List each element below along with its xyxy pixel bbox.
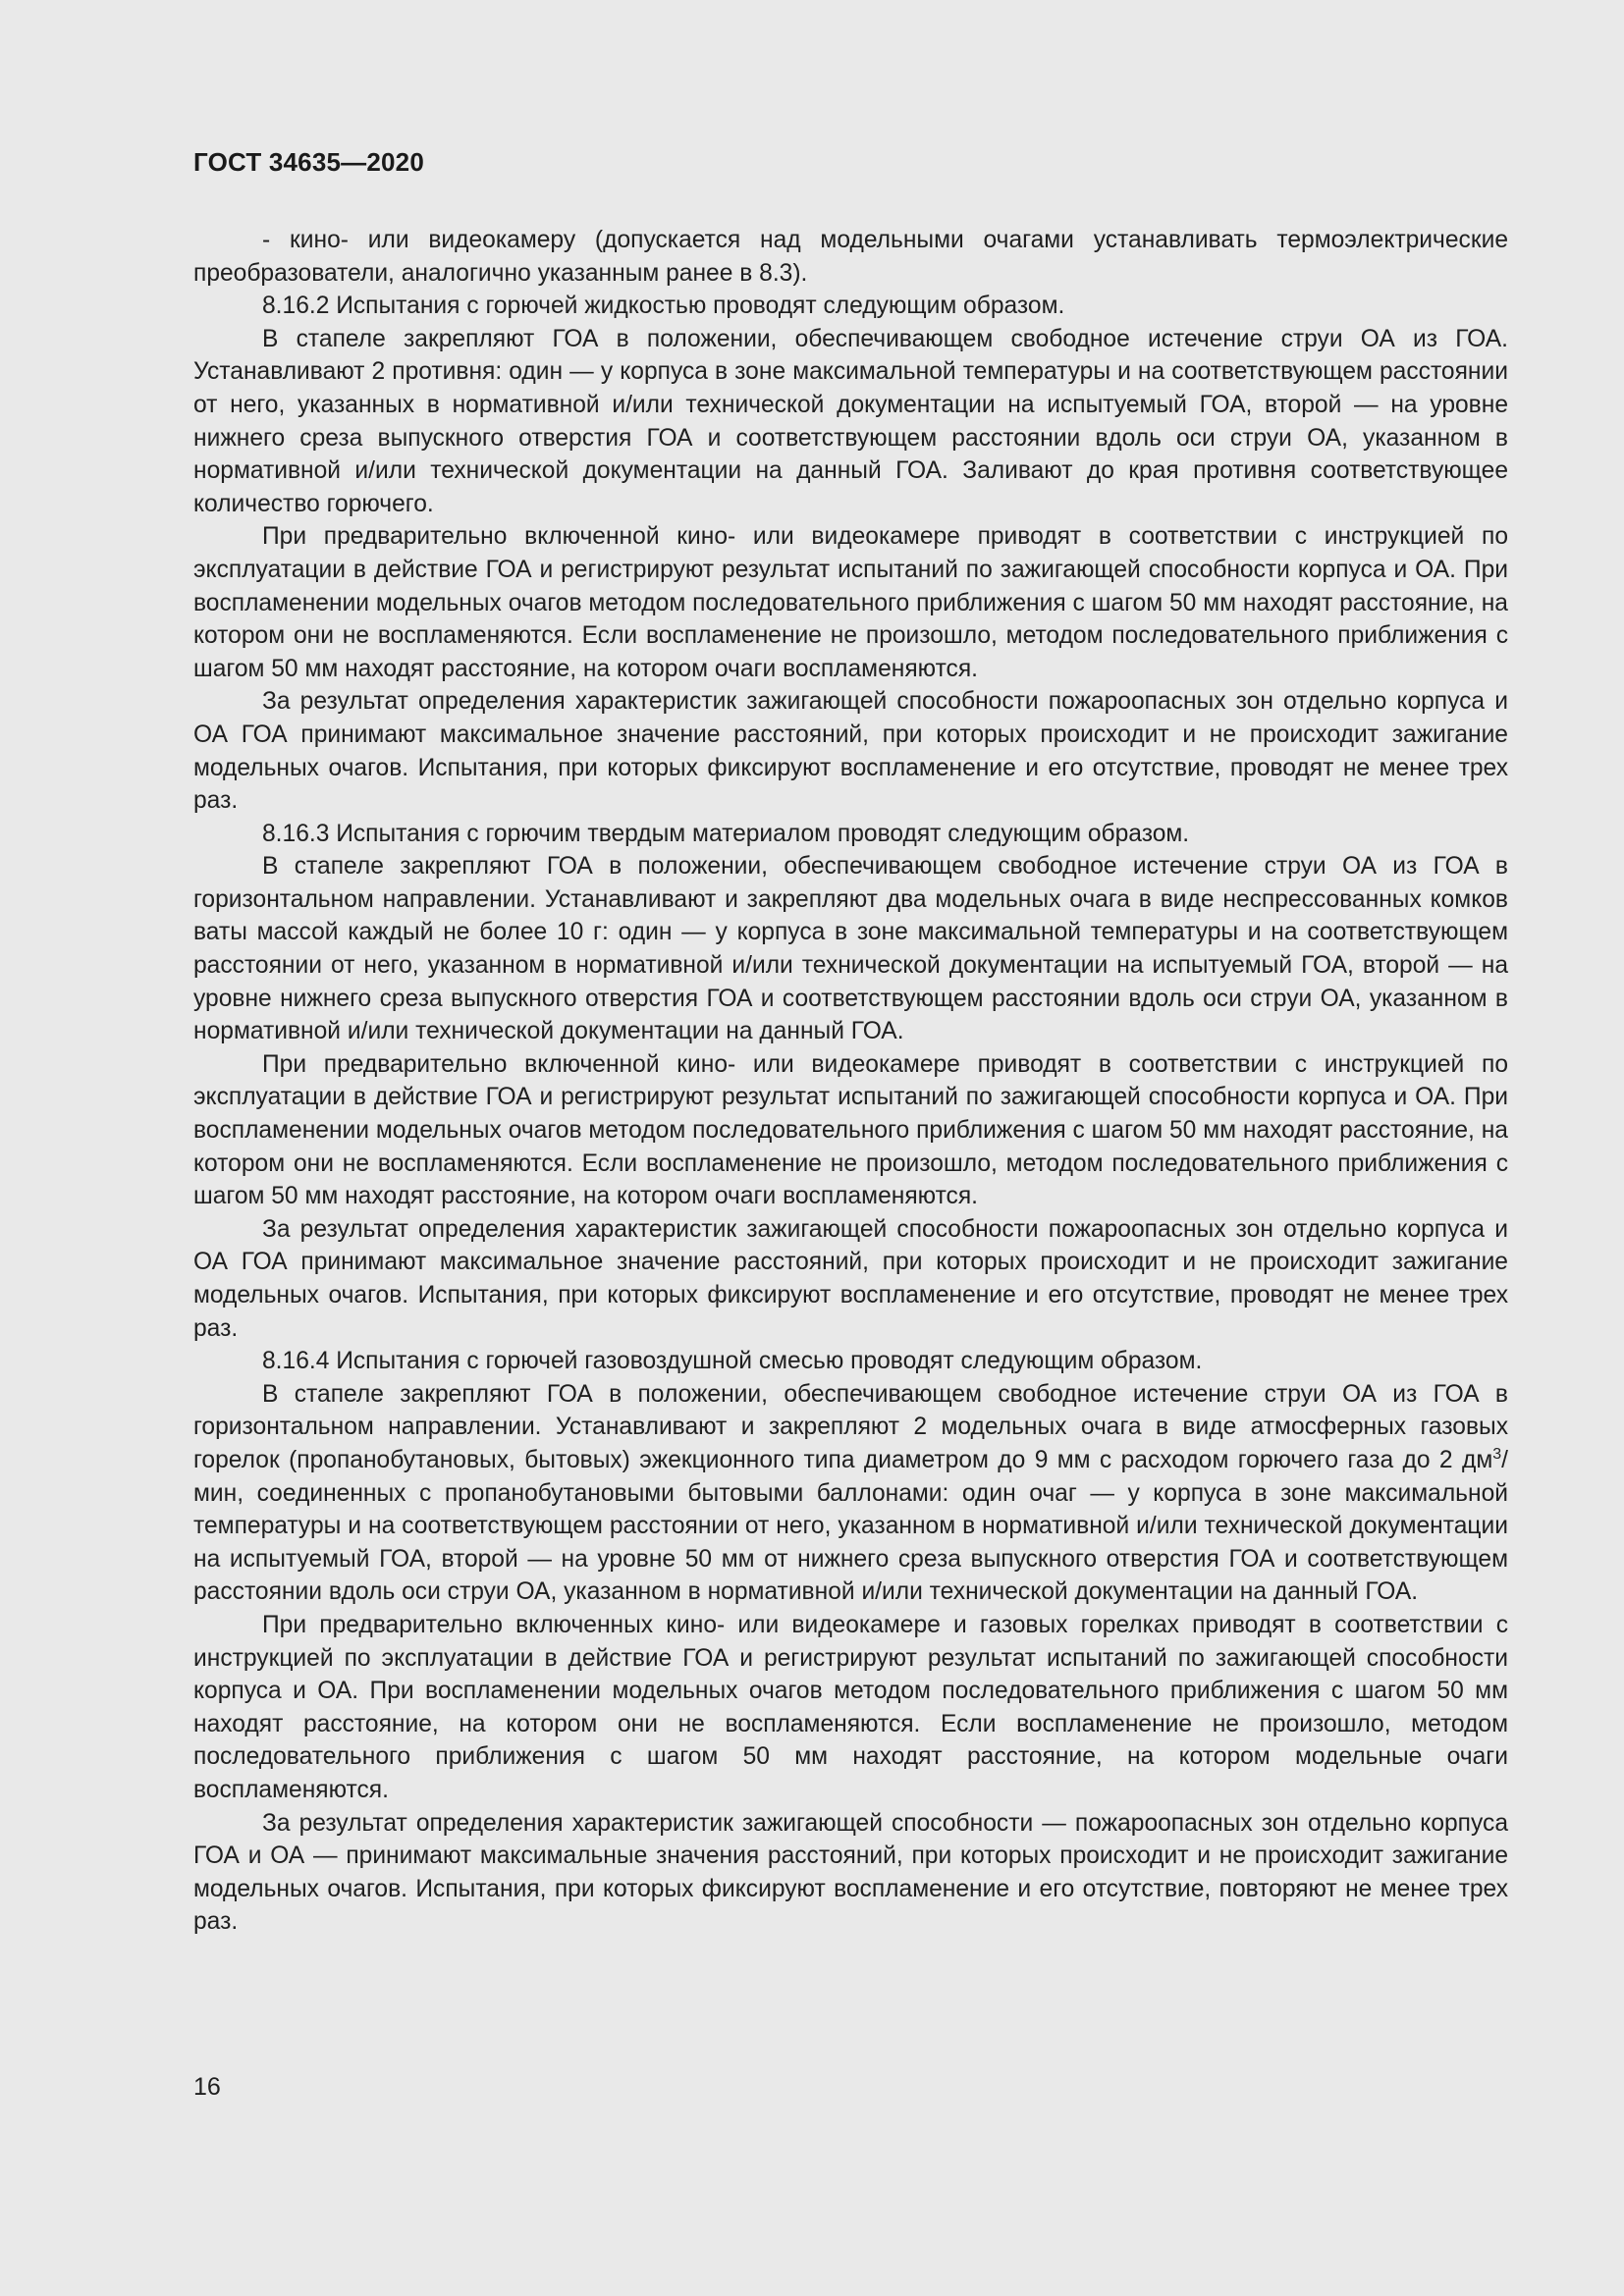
paragraph-liquid-procedure: При предварительно включенной кино- или видеокамере приводят в соответствии с инструкцией по эксплуатации в действие ГОА и регистрируют результат испытаний по зажигающей способности корпуса и ОА. При воспламенении модельных очагов методом последовательного приближения с шагом 50 мм находят расстояние, на котором они не воспламеняются. Если воспламенение не произошло, методом последовательного приближения с шагом 50 мм находят расстояние, на котором очаги воспламеняются. <box>193 523 1508 682</box>
paragraph-gas-setup-part1: В стапеле закрепляют ГОА в положении, обеспечивающем свободное истечение струи ОА из ГОА в горизонтальном направлении. Устанавливают и закрепляют 2 модельных очага в виде атмосферных газовых горелок (пропанобутановых, бытовых) эжекционного типа диаметром до 9 мм с расходом горючего газа до 2 дм <box>193 1380 1508 1473</box>
paragraph-solid-setup: В стапеле закрепляют ГОА в положении, обеспечивающем свободное истечение струи ОА из ГОА в горизонтальном направлении. Устанавливают и закрепляют два модельных очага в виде неспрессованных комков ваты массой каждый не более 10 г: один — у корпуса в зоне максимальной температуры и на соответствующем расстоянии от него, указанном в нормативной и/или технической документации на испытуемый ГОА, второй — на уровне нижнего среза выпускного отверстия ГОА и соответствующем расстоянии вдоль оси струи ОА, указанном в нормативной и/или технической документации на данный ГОА. <box>193 853 1508 1045</box>
paragraph-solid-result: За результат определения характеристик зажигающей способности пожароопасных зон отдельно корпуса и ОА ГОА принимают максимальное значение расстояний, при которых происходит и не происходит зажигание модельных очагов. Испытания, при которых фиксируют воспламенение и его отсутствие, проводят не менее трех раз. <box>193 1215 1508 1342</box>
paragraph-gas-setup <box>193 1378 1508 1609</box>
paragraph-gas-procedure: При предварительно включенных кино- или видеокамере и газовых горелках приводят в соответствии с инструкцией по эксплуатации в действие ГОА и регистрируют результат испытаний по зажигающей способности корпуса и ОА. При воспламенении модельных очагов методом последовательного приближения с шагом 50 мм находят расстояние, на котором они не воспламеняются. Если воспламенение не произошло, методом последовательного приближения с шагом 50 мм находят расстояние, на котором модельные очаги воспламеняются. <box>193 1611 1508 1803</box>
paragraph-section-8-16-4-heading: 8.16.4 Испытания с горючей газовоздушной смесью проводят следующим образом. <box>262 1348 1203 1375</box>
page-number: 16 <box>193 2073 221 2101</box>
paragraph-section-8-16-2-heading: 8.16.2 Испытания с горючей жидкостью проводят следующим образом. <box>262 293 1065 320</box>
paragraph-list-item-video: - кино- или видеокамеру (допускается над модельными очагами устанавливать термоэлектрические преобразователи, аналогично указанным ранее в 8.3). <box>193 227 1508 287</box>
document-body <box>193 224 1508 1939</box>
paragraph-solid-procedure: При предварительно включенной кино- или видеокамере приводят в соответствии с инструкцией по эксплуатации в действие ГОА и регистрируют результат испытаний по зажигающей способности корпуса и ОА. При воспламенении модельных очагов методом последовательного приближения с шагом 50 мм находят расстояние, на котором они не воспламеняются. Если воспламенение не произошло, методом последовательного приближения с шагом 50 мм находят расстояние, на котором очаги воспламеняются. <box>193 1050 1508 1210</box>
paragraph-gas-setup-part2: /мин, соединенных с пропанобутановыми бытовыми баллонами: один очаг — у корпуса в зоне максимальной температуры и на соответствующем расстоянии от него, указанном в нормативной и/или технической документации на испытуемый ГОА, второй — на уровне 50 мм от нижнего среза выпускного отверстия ГОА и соответствующем расстоянии вдоль оси струи ОА, указанном в нормативной и/или технической документации на данный ГОА. <box>193 1446 1508 1606</box>
paragraph-gas-result: За результат определения характеристик зажигающей способности — пожароопасных зон отдельно корпуса ГОА и ОА — принимают максимальные значения расстояний, при которых происходит и не происходит зажигание модельных очагов. Испытания, при которых фиксируют воспламенение и его отсутствие, повторяют не менее трех раз. <box>193 1809 1508 1936</box>
document-header: ГОСТ 34635—2020 <box>193 147 424 177</box>
paragraph-liquid-setup: В стапеле закрепляют ГОА в положении, обеспечивающем свободное истечение струи ОА из ГОА. Устанавливают 2 противня: один — у корпуса в зоне максимальной температуры и на соответствующем расстоянии от него, указанных в нормативной и/или технической документации на испытуемый ГОА, второй — на уровне нижнего среза выпускного отверстия ГОА и соответствующем расстоянии вдоль оси струи ОА, указанном в нормативной и/или технической документации на данный ГОА. Заливают до края противня соответствующее количество горючего. <box>193 325 1508 517</box>
superscript-cubic: 3 <box>1492 1445 1502 1463</box>
paragraph-liquid-result: За результат определения характеристик зажигающей способности пожароопасных зон отдельно корпуса и ОА ГОА принимают максимальное значение расстояний, при которых происходит и не происходит зажигание модельных очагов. Испытания, при которых фиксируют воспламенение и его отсутствие, проводят не менее трех раз. <box>193 688 1508 815</box>
paragraph-section-8-16-3-heading: 8.16.3 Испытания с горючим твердым материалом проводят следующим образом. <box>262 820 1190 847</box>
